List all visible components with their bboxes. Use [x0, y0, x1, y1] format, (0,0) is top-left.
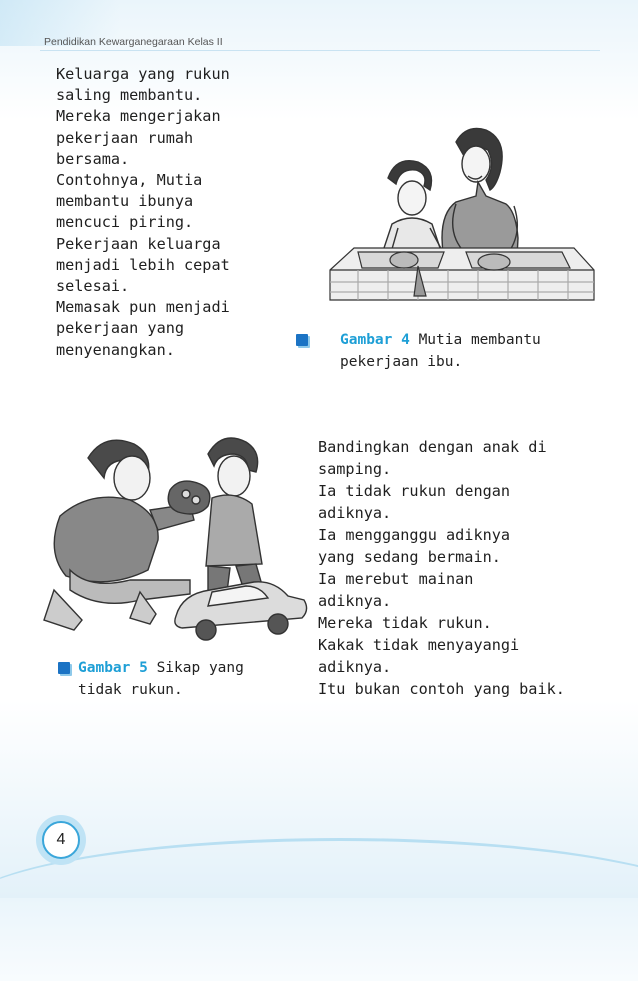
left-paragraph — [56, 64, 230, 361]
text-line: saling membantu. — [56, 86, 203, 105]
figure4-caption — [340, 329, 541, 373]
text-line: mencuci piring. — [56, 213, 194, 232]
text-line: Keluarga yang rukun — [56, 65, 230, 83]
text-line: yang sedang bermain. — [318, 548, 501, 566]
figure5-bullet — [58, 662, 70, 674]
text-line: Ia tidak rukun dengan — [318, 482, 511, 500]
text-line: adiknya. — [318, 504, 392, 522]
text-line: Pekerjaan keluarga — [56, 234, 221, 253]
figure5-caption — [78, 657, 244, 701]
text-line: Itu bukan contoh yang baik. — [318, 680, 565, 698]
text-line: Mereka tidak rukun. — [318, 614, 492, 632]
text-line: menjadi lebih cepat — [56, 255, 230, 274]
text-line: bersama. — [56, 149, 130, 168]
text-line: adiknya. — [318, 592, 392, 610]
text-line: pekerjaan rumah — [56, 128, 194, 147]
figure4-label: Gambar 4 — [340, 332, 410, 348]
figure5-illustration — [40, 420, 310, 645]
text-line: Ia merebut mainan — [318, 570, 474, 588]
text-line: samping. — [318, 460, 392, 478]
figure5-caption-text: Sikap yang — [147, 660, 244, 676]
text-line: Kakak tidak menyayangi — [318, 636, 520, 654]
running-head: Pendidikan Kewarganegaraan Kelas II — [44, 36, 223, 48]
text-line: selesai. — [56, 277, 130, 296]
figure4-illustration — [318, 120, 600, 320]
figure4-bullet — [296, 334, 308, 346]
header-rule — [40, 50, 600, 51]
text-line: Ia mengganggu adiknya — [318, 526, 511, 544]
text-line: membantu ibunya — [56, 192, 194, 211]
text-line: Memasak pun menjadi — [56, 298, 230, 317]
text-line: menyenangkan. — [56, 340, 175, 359]
page-number: 4 — [42, 821, 80, 859]
text-line: adiknya. — [318, 658, 392, 676]
right-paragraph — [318, 436, 565, 700]
footer-decoration — [0, 838, 638, 981]
figure4-caption-line2: pekerjaan ibu. — [340, 354, 463, 370]
figure5-caption-line2: tidak rukun. — [78, 682, 183, 698]
text-line: pekerjaan yang — [56, 319, 185, 338]
text-line: Contohnya, Mutia — [56, 171, 203, 190]
text-line: Bandingkan dengan anak di — [318, 438, 547, 456]
figure5-label: Gambar 5 — [78, 660, 148, 676]
figure4-caption-text: Mutia membantu — [409, 332, 541, 348]
text-line: Mereka mengerjakan — [56, 107, 221, 126]
